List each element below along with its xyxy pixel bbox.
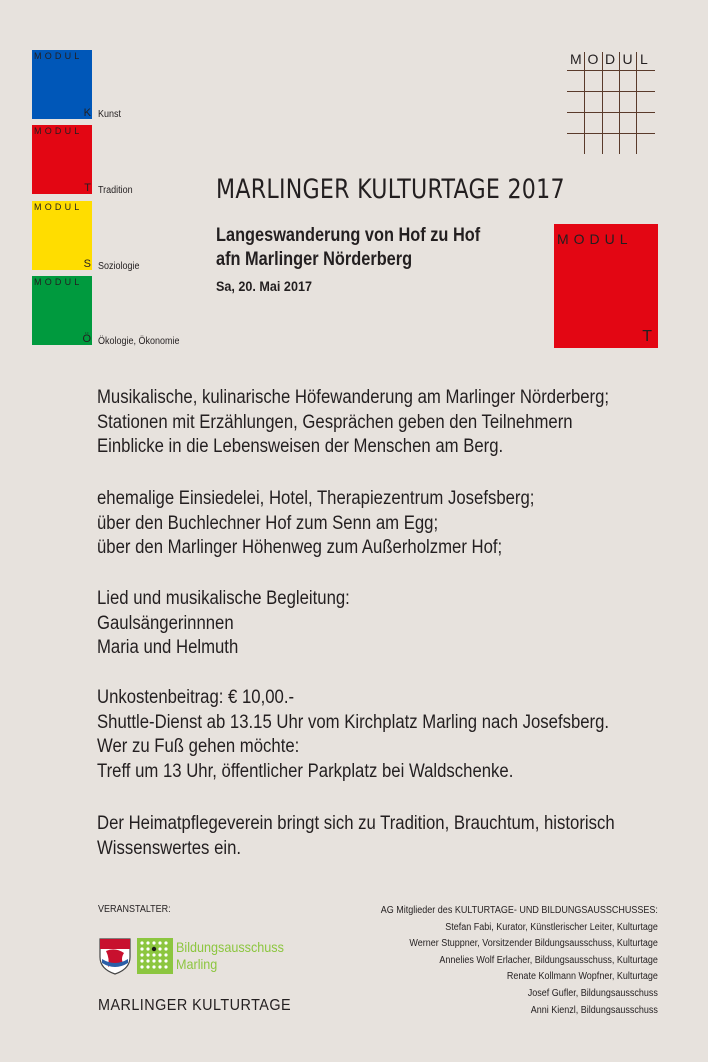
paragraph-1 — [97, 386, 609, 460]
text-line: ehemalige Einsiedelei, Hotel, Therapiezentrum Josefsberg; — [97, 488, 535, 509]
text-line: Gaulsängerinnnen — [97, 612, 234, 634]
modul-grid-logo — [567, 51, 659, 71]
module-letter: T — [84, 182, 91, 194]
module-o-block — [32, 276, 92, 345]
module-t-label: Tradition — [98, 185, 133, 196]
text-line: Stationen mit Erzählungen, Gesprächen geben den Teilnehmern — [97, 411, 573, 433]
bildungsausschuss-logo-icon — [137, 938, 173, 974]
logo-text-line: Marling — [176, 956, 218, 972]
coat-of-arms-icon — [98, 937, 132, 975]
paragraph-2 — [97, 487, 534, 561]
member-item: Stefan Fabi, Kurator, Künstlerischer Leiter, Kulturtage — [445, 921, 658, 933]
text-line: über den Marlinger Höhenweg zum Außerholzmer Hof; — [97, 537, 503, 558]
member-item: Anni Kienzl, Bildungsausschuss — [530, 1004, 658, 1016]
text-line: Treff um 13 Uhr, öffentlicher Parkplatz bei Waldschenke. — [97, 760, 514, 782]
module-o-label: Ökologie, Ökonomie — [98, 336, 180, 347]
module-s-label: Soziologie — [98, 261, 140, 272]
text-line: Wissenswertes ein. — [97, 837, 242, 859]
module-k-label: Kunst — [98, 109, 122, 120]
module-s-block — [32, 201, 92, 270]
text-line: Lied und musikalische Begleitung: — [97, 588, 350, 609]
module-word: MODUL — [34, 51, 83, 61]
subtitle-line1: Langeswanderung von Hof zu Hof — [216, 225, 481, 246]
module-letter: K — [83, 107, 91, 119]
text-line: Wer zu Fuß gehen möchte: — [97, 736, 300, 757]
paragraph-4 — [97, 686, 609, 784]
text-line: über den Buchlechner Hof zum Senn am Egg; — [97, 512, 439, 534]
member-item: Annelies Wolf Erlacher, Bildungsausschuss, Kulturtage — [439, 954, 658, 966]
grid-logo-letter: M — [570, 51, 582, 67]
grid-logo-letter: O — [587, 51, 599, 67]
member-item: Josef Gufler, Bildungsausschuss — [527, 987, 658, 999]
module-word: MODUL — [34, 277, 83, 287]
module-letter: T — [642, 328, 652, 345]
text-line: Musikalische, kulinarische Höfewanderung am Marlinger Nörderberg; — [97, 387, 610, 408]
grid-logo-letter: D — [605, 51, 616, 67]
text-line: Der Heimatpflegeverein bringt sich zu Tradition, Brauchtum, historisch — [97, 813, 615, 834]
module-k-block — [32, 50, 92, 119]
grid-logo-letter: U — [622, 51, 633, 67]
text-line: Shuttle-Dienst ab 13.15 Uhr vom Kirchplatz Marling nach Josefsberg. — [97, 711, 610, 733]
grid-lines — [567, 70, 655, 154]
footer-title: MARLINGER KULTURTAGE — [98, 997, 292, 1014]
module-letter: S — [83, 258, 91, 270]
organizer-label: VERANSTALTER: — [98, 904, 171, 915]
grid-logo-letter: L — [640, 51, 648, 67]
text-line: Maria und Helmuth — [97, 637, 239, 658]
module-word: MODUL — [34, 202, 83, 212]
members-heading: AG Mitglieder des KULTURTAGE- UND BILDUNGSAUSSCHUSSES: — [380, 905, 658, 916]
paragraph-3 — [97, 587, 350, 661]
page-title: MARLINGER KULTURTAGE 2017 — [216, 174, 565, 205]
module-letter: Ö — [82, 333, 91, 345]
logo-text-line: Bildungsausschuss — [176, 939, 284, 955]
member-item: Werner Stuppner, Vorsitzender Bildungsausschuss, Kulturtage — [409, 938, 658, 950]
text-line: Einblicke in die Lebensweisen der Menschen am Berg. — [97, 436, 504, 457]
paragraph-5 — [97, 812, 615, 861]
module-word: MODUL — [34, 126, 83, 136]
module-t-red-box — [554, 224, 658, 348]
members-list — [381, 903, 658, 1019]
event-date: Sa, 20. Mai 2017 — [216, 278, 312, 294]
bildungsausschuss-logo-text — [176, 939, 284, 973]
module-word: MODUL — [557, 231, 633, 247]
module-t-block — [32, 125, 92, 194]
member-item: Renate Kollmann Wopfner, Kulturtage — [507, 971, 658, 983]
subtitle-line2: afn Marlinger Nörderberg — [216, 249, 413, 270]
text-line: Unkostenbeitrag: € 10,00.- — [97, 687, 295, 708]
